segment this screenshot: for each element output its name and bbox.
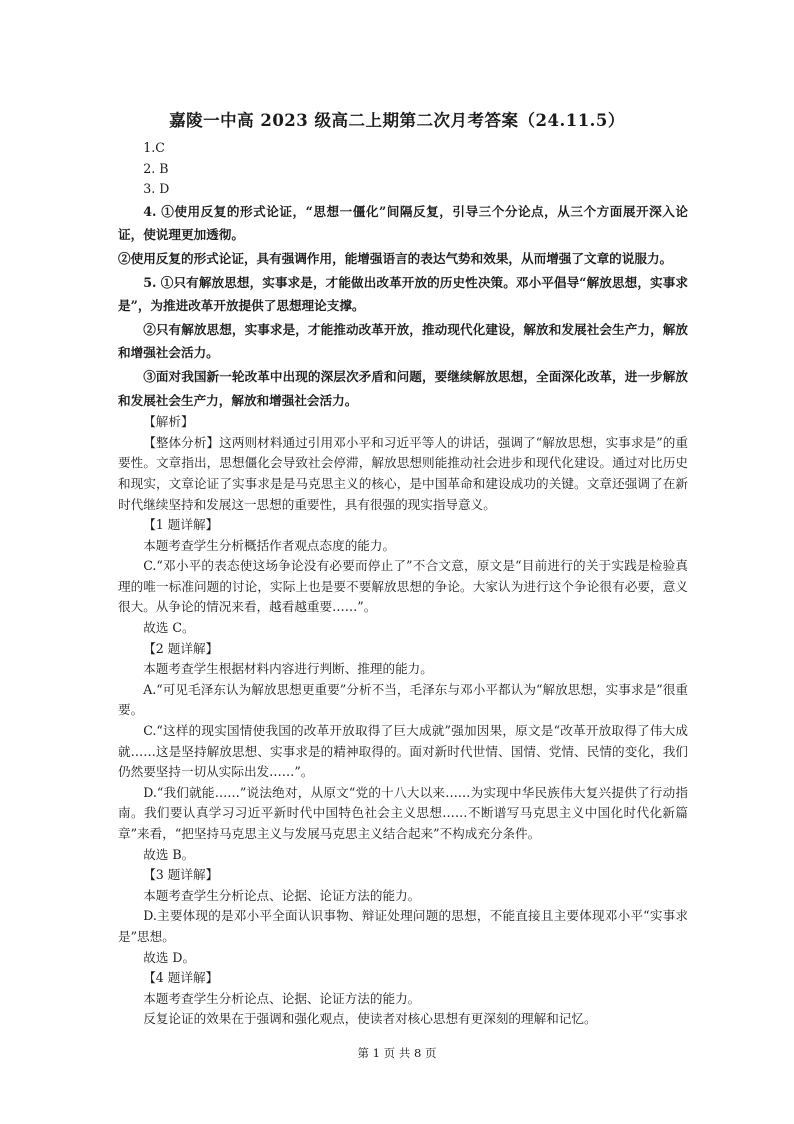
answer-2: 2. B	[143, 160, 169, 176]
q4-text: 反复论证的效果在于强调和强化观点，使读者对核心思想有更深刻的理解和记忆。	[143, 1011, 597, 1027]
answer-content	[118, 138, 688, 1030]
q1-intro: 本题考查学生分析概括作者观点态度的能力。	[143, 537, 396, 553]
q3-choice: 故选 D。	[143, 949, 196, 965]
q2-option-a: A.“可见毛泽东认为解放思想更重要”分析不当，毛泽东与邓小平都认为“解放思想，实事求是”很重要。	[118, 681, 688, 718]
answer-1: 1.C	[143, 140, 165, 155]
q2-option-c: C.“这样的现实国情使我国的改革开放取得了巨大成就”强加因果，原文是“改革开放取得了伟大成就……这是坚持解放思想、实事求是的精神取得的。面对新时代世情、国情、党情、民情的变化，我们仍然要坚持一切从实际出发……”。	[118, 723, 688, 780]
answer-3: 3. D	[143, 181, 170, 197]
q1-choice: 故选 C。	[143, 620, 195, 636]
q4-heading: 【4 题详解】	[143, 970, 219, 986]
analysis-heading: 【解析】	[143, 414, 194, 430]
q3-option-d: D.主要体现的是邓小平全面认识事物、辩证处理问题的思想，不能直接且主要体现邓小平“实事求是”思想。	[118, 908, 688, 944]
q4-intro: 本题考查学生分析论点、论据、论证方法的能力。	[143, 990, 421, 1006]
q3-intro: 本题考查学生分析论点、论据、论证方法的能力。	[143, 887, 421, 903]
page-title: 嘉陵一中高 2023 级高二上期第二次月考答案（24.11.5）	[169, 111, 625, 130]
q2-intro: 本题考查学生根据材料内容进行判断、推理的能力。	[143, 661, 433, 677]
answer-5-point-2: ②只有解放思想，实事求是，才能推动改革开放，推动现代化建设，解放和发展社会生产力，解放和增强社会活力。	[118, 321, 688, 361]
q1-heading: 【1 题详解】	[143, 517, 219, 533]
q1-option-c: C.“邓小平的表态使这场争论没有必要而停止了”不合文意，原文是“目前进行的关于实践是检验真理的唯一标准问题的讨论，实际上也是要不要解放思想的争论。大家认为进行这个争论很有必要，意义很大。从争论的情况来看，越看越重要……”。	[118, 558, 688, 615]
q2-choice: 故选 B。	[143, 846, 195, 862]
answer-5-point-1: 5. ①只有解放思想，实事求是，才能做出改革开放的历史性决策。邓小平倡导“解放思想，实事求是”，为推进改革开放提供了思想理论支撑。	[118, 274, 688, 314]
answer-4-point-2: ②使用反复的形式论证，具有强调作用，能增强语言的表达气势和效果，从而增强了文章的说服力。	[118, 250, 673, 266]
q2-heading: 【2 题详解】	[143, 640, 219, 656]
page-number: 第 1 页 共 8 页	[357, 1046, 437, 1060]
overall-analysis: 【整体分析】这两则材料通过引用邓小平和习近平等人的讲话，强调了“解放思想，实事求是”的重要性。文章指出，思想僵化会导致社会停滞，解放思想则能推动社会进步和现代化建设。通过对比历史和现实，文章论证了实事求是是马克思主义的核心，是中国革命和建设成功的关键。文章还强调了在新时代继续坚持和发展这一思想的重要性，具有很强的现实指导意义。	[118, 434, 688, 512]
answer-5-point-3: ③面对我国新一轮改革中出现的深层次矛盾和问题，要继续解放思想，全面深化改革，进一步解放和发展社会生产力，解放和增强社会活力。	[118, 368, 688, 408]
q3-heading: 【3 题详解】	[143, 867, 219, 883]
answer-4-point-1: 4. ①使用反复的形式论证，“思想一僵化”间隔反复，引导三个分论点，从三个方面展开深入论证，使说理更加透彻。	[118, 203, 688, 243]
q2-option-d: D.“我们就能……”说法绝对，从原文“党的十八大以来……为实现中华民族伟大复兴提供了行动指南。我们要认真学习习近平新时代中国特色社会主义思想……不断谱写马克思主义中国化时代化新篇章”来看，“把坚持马克思主义与发展马克思主义结合起来”不构成充分条件。	[118, 784, 688, 841]
